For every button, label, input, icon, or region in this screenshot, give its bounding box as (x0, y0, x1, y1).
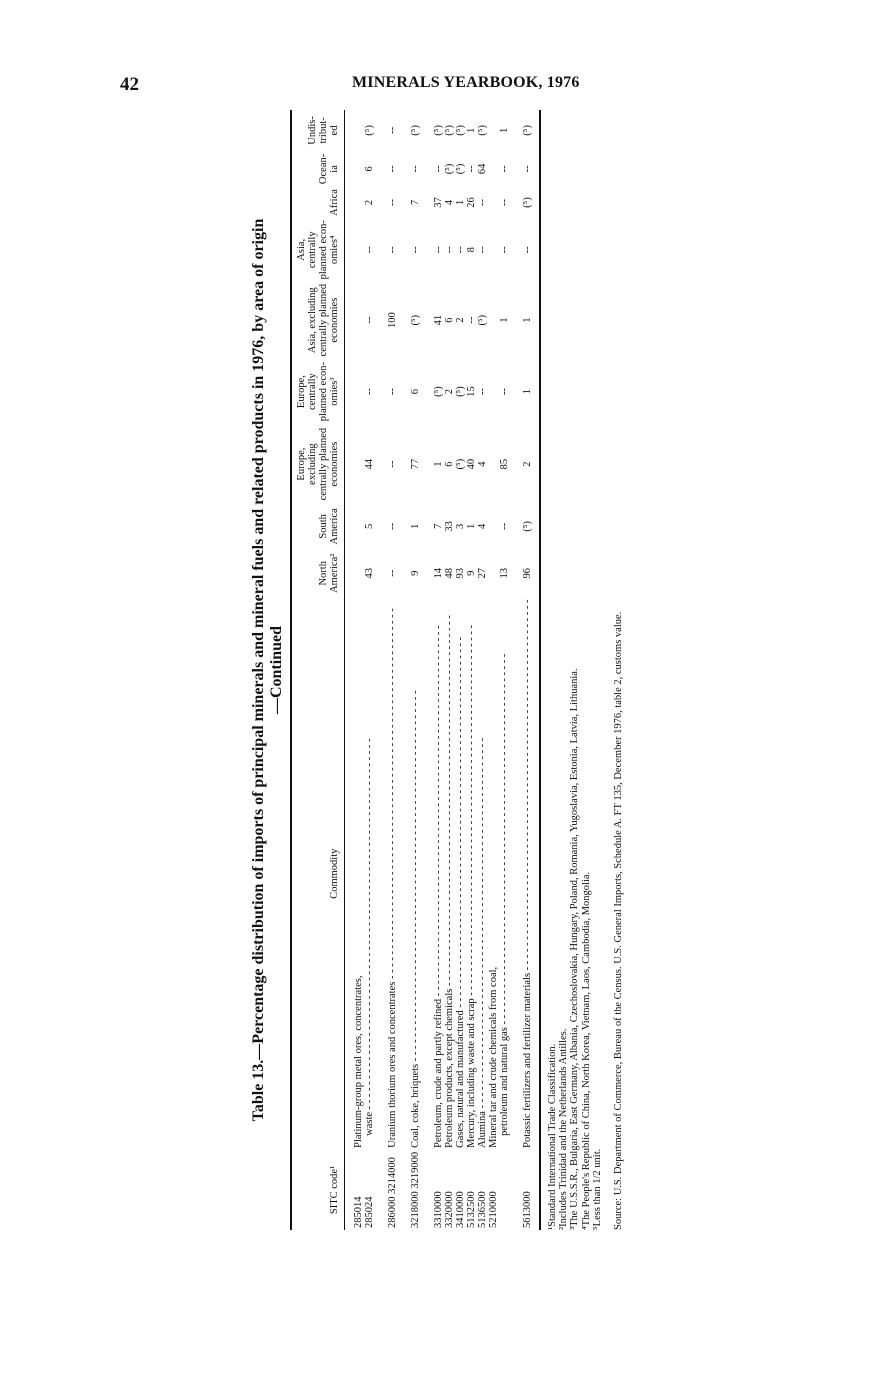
cell-value: 6 (444, 317, 455, 323)
cell-value (345, 549, 365, 597)
cell-value: 2 (364, 199, 375, 206)
cell-value: -- (387, 246, 398, 254)
cell-value (488, 282, 499, 359)
dot-leader (466, 625, 477, 998)
cell-value: (⁵) (510, 110, 540, 151)
cell-value: 40 (466, 458, 477, 470)
cell-value (488, 425, 499, 504)
cell-value: 2 (510, 425, 540, 504)
cell-value: -- (364, 246, 375, 254)
cell-value: -- (387, 569, 398, 577)
cell-value: (⁵) (410, 314, 421, 326)
cell-value (345, 282, 365, 359)
cell-value: 77 (410, 458, 421, 470)
cell-value: 1 (499, 317, 510, 323)
cell-value: (⁵) (433, 125, 444, 136)
cell-value: 64 (477, 163, 488, 175)
cell-value: -- (433, 165, 444, 173)
cell-value: (⁵) (455, 163, 466, 175)
footnote: ²Includes Trinidad and the Netherlands Antilles. (558, 1028, 570, 1230)
table-row (444, 110, 455, 1230)
cell-value: -- (455, 246, 466, 254)
dot-leader (387, 608, 398, 981)
cell-value: 93 (455, 568, 466, 579)
cell-commodity (477, 598, 488, 1150)
cell-value: (⁵) (433, 386, 444, 397)
cell-value: -- (410, 165, 421, 173)
commodity-label: Petroleum products, except chemicals (444, 988, 455, 1148)
commodity-label: Petroleum, crude and partly refined (433, 998, 444, 1148)
cell-value: -- (499, 246, 510, 254)
table-row (455, 110, 466, 1230)
cell-value: 27 (477, 568, 488, 579)
cell-value: (⁵) (455, 125, 466, 136)
cell-value: 1 (466, 523, 477, 529)
cell-value: 15 (466, 386, 477, 397)
cell-value: -- (466, 316, 477, 324)
cell-code: 5132500 (466, 1191, 477, 1228)
cell-value (488, 359, 499, 425)
rotated-table-block (250, 110, 720, 1230)
cell-value: -- (477, 388, 488, 396)
cell-value: 2 (455, 317, 466, 323)
commodity-label: Uranium thorium ores and concentrates (387, 981, 398, 1148)
cell-value: 43 (364, 568, 375, 579)
cell-value: (⁵) (455, 386, 466, 397)
cell-code: 3410000 (455, 1191, 466, 1228)
cell-value: -- (499, 522, 510, 530)
cell-value (345, 359, 365, 425)
cell-value: 3 (455, 523, 466, 529)
cell-value: 26 (466, 197, 477, 208)
cell-value: -- (364, 316, 375, 324)
table-row (510, 110, 540, 1230)
cell-value: 1 (499, 127, 510, 134)
cell-value: 6 (364, 166, 375, 172)
table-row (375, 110, 398, 1230)
cell-value: 7 (433, 523, 444, 529)
cell-value: -- (387, 460, 398, 468)
cell-code: 3320000 (444, 1191, 455, 1228)
cell-value (345, 425, 365, 504)
cell-value: 96 (510, 549, 540, 597)
table-row (421, 110, 444, 1230)
dot-leader (522, 600, 533, 973)
cell-value: 1 (455, 199, 466, 206)
cell-value (345, 504, 365, 549)
imports-table (290, 110, 541, 1230)
cell-commodity (466, 598, 477, 1150)
cell-value: 4 (477, 523, 488, 529)
cell-value: 1 (510, 359, 540, 425)
table-title: Table 13.—Percentage distribution of imports of principal minerals and mineral fuels and related products in 1976, by area of origin (250, 218, 267, 1122)
commodity-label: Potassic fertilizers and fertilizer materials (522, 972, 533, 1148)
commodity-label: waste (364, 1111, 375, 1136)
cell-value: -- (387, 126, 398, 134)
table-row (466, 110, 477, 1230)
table-subtitle: —Continued (268, 625, 285, 715)
cell-commodity (375, 598, 398, 1150)
header-asia-excl: Asia, excluding centrally planned economies (291, 282, 345, 359)
cell-value: -- (477, 246, 488, 254)
cell-value: 37 (433, 197, 444, 208)
cell-value: 1 (433, 461, 444, 467)
cell-value: 85 (499, 458, 510, 470)
cell-value: -- (410, 246, 421, 254)
header-asia-cpe: Asia, centrally planned econ- omies⁴ (291, 218, 345, 282)
cell-commodity (455, 598, 466, 1150)
cell-commodity (444, 598, 455, 1150)
table-row (398, 110, 421, 1230)
commodity-label: Coal, coke, briquets (410, 1063, 421, 1148)
cell-code: 3310000 (433, 1191, 444, 1228)
cell-value: -- (499, 388, 510, 396)
header-africa: Africa (291, 187, 345, 218)
cell-value: -- (387, 388, 398, 396)
cell-value: -- (499, 198, 510, 206)
cell-value (488, 187, 499, 218)
cell-value (488, 218, 499, 282)
cell-value: 100 (387, 312, 398, 329)
cell-code: 286000 3214000 (387, 1157, 398, 1228)
cell-value: 4 (477, 461, 488, 467)
cell-value: -- (477, 198, 488, 206)
table-row (488, 110, 499, 1230)
cell-value: -- (433, 246, 444, 254)
header-oceania: Ocean- ia (291, 151, 345, 187)
header-south-america: South America (291, 504, 345, 549)
running-head: MINERALS YEARBOOK, 1976 (352, 74, 580, 91)
cell-value: 48 (444, 568, 455, 579)
cell-code: 5136500 (477, 1191, 488, 1228)
table-row (499, 110, 510, 1230)
cell-value (345, 151, 365, 187)
header-europe-cpe: Europe, centrally planned econ- omies³ (291, 359, 345, 425)
cell-code: 5613000 (510, 1150, 540, 1230)
commodity-label: Gases, natural and manufactured (455, 1010, 466, 1148)
header-commodity: Commodity (291, 598, 345, 1150)
cell-value: -- (387, 165, 398, 173)
cell-value: 9 (466, 570, 477, 576)
cell-commodity (364, 598, 375, 1150)
cell-value: -- (499, 165, 510, 173)
cell-value: (⁵) (444, 125, 455, 136)
cell-value: -- (364, 388, 375, 396)
cell-value: (⁵) (477, 314, 488, 326)
table-row (345, 110, 365, 1230)
cell-value: 1 (466, 127, 477, 134)
table-row (477, 110, 488, 1230)
footnote: ³The U.S.S.R., Bulgaria, East Germany, Albania, Czechoslovakia, Hungary, Poland, Romania, Yugoslavia, Estonia, Latvia, Lithuania. (569, 668, 581, 1230)
cell-commodity (345, 598, 365, 1150)
header-row (291, 110, 345, 1230)
cell-value: -- (510, 151, 540, 187)
header-north-america: North America² (291, 549, 345, 597)
footnote: ⁵Less than 1/2 unit. (591, 1148, 603, 1230)
dot-leader (410, 690, 421, 1063)
cell-value: 1 (510, 282, 540, 359)
cell-value: 5 (364, 523, 375, 529)
dot-leader (499, 654, 510, 1027)
cell-value: (⁵) (510, 504, 540, 549)
page-number: 42 (120, 74, 139, 95)
dot-leader (477, 738, 488, 1111)
cell-value: (⁵) (510, 187, 540, 218)
cell-code: 5210000 (488, 1191, 499, 1228)
cell-value: 6 (410, 388, 421, 395)
cell-value: 2 (444, 388, 455, 395)
footnotes (547, 110, 603, 1230)
cell-value: -- (466, 165, 477, 173)
source-note: Source: U.S. Department of Commerce, Bureau of the Census. U.S. General Imports, Schedule A. FT 135, December 1976, table 2, customs value. (613, 611, 625, 1230)
header-europe-excl: Europe, excluding centrally planned economies (291, 425, 345, 504)
cell-value: -- (510, 218, 540, 282)
commodity-label: Platinum-group metal ores, concentrates, (353, 975, 364, 1148)
cell-value: 33 (444, 521, 455, 532)
cell-value: (⁵) (444, 163, 455, 175)
cell-value: 6 (444, 461, 455, 467)
cell-commodity (398, 598, 421, 1150)
commodity-label: Mineral tar and crude chemicals from coal, (488, 966, 499, 1148)
cell-value: -- (387, 198, 398, 206)
cell-value: 7 (410, 199, 421, 206)
cell-value (488, 110, 499, 151)
cell-commodity (499, 598, 510, 1150)
cell-value: -- (387, 522, 398, 530)
cell-value: (⁵) (477, 125, 488, 136)
cell-value: 4 (444, 199, 455, 206)
dot-leader (444, 615, 455, 988)
cell-value: -- (444, 246, 455, 254)
cell-value (488, 151, 499, 187)
dot-leader (433, 625, 444, 998)
commodity-label: petroleum and natural gas (499, 1027, 510, 1136)
header-undistributed: Undis- tribut- ed (291, 110, 345, 151)
cell-commodity (488, 598, 499, 1150)
cell-value: (⁵) (364, 125, 375, 136)
footnote: ¹Standard International Trade Classification. (547, 1043, 558, 1230)
cell-value: 14 (433, 568, 444, 579)
cell-code: 285024 (364, 1196, 375, 1228)
cell-value: 13 (499, 568, 510, 579)
cell-value: 41 (433, 314, 444, 326)
cell-value: 1 (410, 523, 421, 529)
commodity-label: Mercury, including waste and scrap (466, 998, 477, 1148)
table-row (364, 110, 375, 1230)
cell-value (345, 187, 365, 218)
dot-leader (455, 637, 466, 1010)
cell-value: (⁵) (455, 458, 466, 470)
cell-value (488, 504, 499, 549)
cell-value: 44 (364, 458, 375, 470)
cell-code: 285014 (353, 1196, 364, 1228)
header-code: SITC code¹ (291, 1150, 345, 1230)
cell-value (488, 549, 499, 597)
cell-value: 8 (466, 247, 477, 253)
cell-code: 3218000 3219000 (410, 1151, 421, 1228)
commodity-label: Alumina (477, 1111, 488, 1148)
cell-value: (⁵) (410, 125, 421, 136)
cell-code (499, 1150, 510, 1230)
cell-value (345, 218, 365, 282)
cell-value (345, 110, 365, 151)
dot-leader (364, 739, 375, 1112)
cell-value: 9 (410, 570, 421, 576)
cell-commodity (510, 598, 540, 1150)
footnote: ⁴The People's Republic of China, North Korea, Vietnam, Laos, Cambodia, Mongolia. (580, 871, 592, 1230)
cell-commodity (421, 598, 444, 1150)
